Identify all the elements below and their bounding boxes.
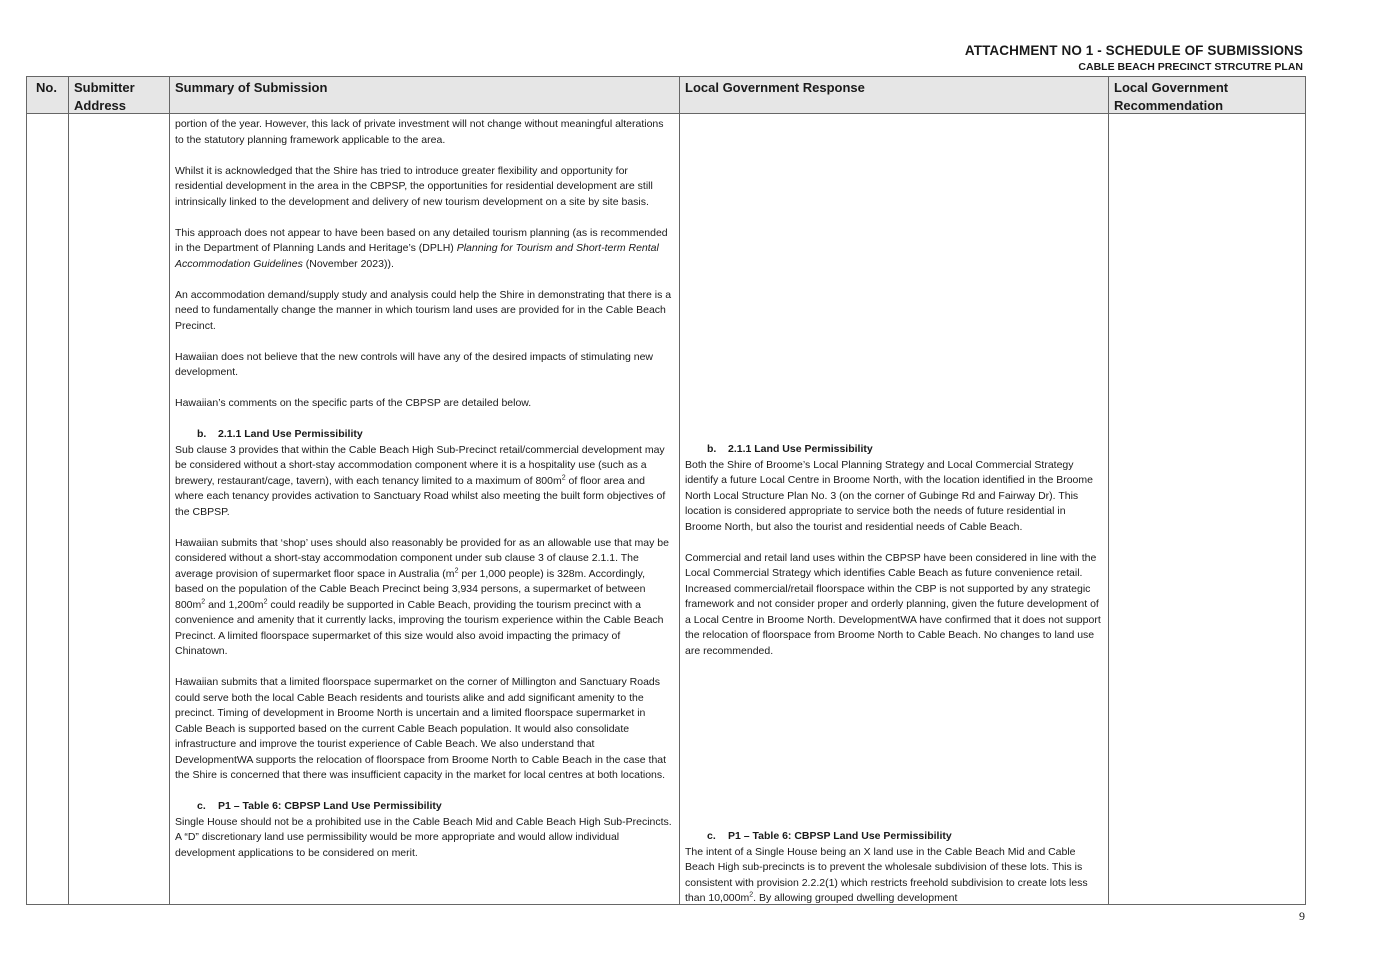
summary-section-heading-c: c. P1 – Table 6: CBPSP Land Use Permissibility (197, 800, 442, 812)
summary-paragraph: Hawaiian’s comments on the specific parts of the CBPSP are detailed below. (175, 397, 532, 409)
column-divider (68, 77, 69, 904)
header-submitter: Submitter (74, 80, 135, 95)
summary-paragraph: Hawaiian submits that a limited floorspace supermarket on the corner of Millington and Sanctuary Roads could serve both the local Cable Beach residents and tourists alike and add significant amenity to the precinct. Timing of development in Broome North is uncertain and a limited floorspace supermarket in Cable Beach is supported based on the current Cable Beach population. It would also consolidate infrastructure and improve the tourist experience of Cable Beach. We also understand that DevelopmentWA supports the relocation of floorspace from Broome North to Cable Beach in the case that the Shire is concerned that there was insufficient capacity in the market for local centres at both locations. (175, 676, 667, 781)
summary-paragraph: This approach does not appear to have been based on any detailed tourism planning (as is recommended in the Department of Planning Lands and Heritage’s (DPLH) Planning for Tourism and Short-term Rental Accommodation Guidelines (November 2023)). (175, 226, 668, 270)
header-recommendation (1114, 79, 1228, 115)
header-recommendation-line2: Recommendation (1114, 98, 1224, 113)
header-address: Address (74, 98, 127, 113)
summary-section-heading-b: b. 2.1.1 Land Use Permissibility (197, 428, 363, 440)
response-paragraph: The intent of a Single House being an X land use in the Cable Beach Mid and Cable Beach High sub-precincts is to prevent the wholesale subdivision of these lots. This is consistent with provision 2.2.2(1) which restricts freehold subdivision to create lots less than $10,000m^2$. By allowing grouped dwelling development (685, 845, 1088, 904)
summary-column (175, 117, 675, 877)
response-block-c (685, 829, 1101, 922)
response-paragraph: Both the Shire of Broome’s Local Planning Strategy and Local Commercial Strategy identify a future Local Centre in Broome North, with the location identified in the Broome North Local Structure Plan No. 3 (on the corner of Gubinge Rd and Fairway Dr). This location is considered appropriate to service both the needs of future residential in Broome North, but also the tourist and residential needs of Cable Beach. (685, 458, 1093, 533)
column-divider (679, 77, 680, 904)
header-response: Local Government Response (685, 80, 865, 95)
summary-paragraph: Single House should not be a prohibited use in the Cable Beach Mid and Cable Beach High Sub-Precincts. A “D” discretionary land use permissibility would be more appropriate and would allow individual development applications to be considered on merit. (175, 815, 672, 859)
header-submitter-address (74, 79, 135, 115)
summary-paragraph: Hawaiian submits that ‘shop’ uses should also reasonably be provided for as an allowable use that may be considered without a short-stay accommodation component under sub clause 3 of clause 2.1.1. The average provision of supermarket floor space in Australia ($m^2$ per 1,000 people) is 328m. Accordingly, based on the population of the Cable Beach Precinct being 3,934 persons, a supermarket of between $800m^2$ and $1,200m^2$ could readily be supported in Cable Beach, providing the tourism precinct with a convenience and amenity that it currently lacks, improving the tourism experience within the Cable Beach Precinct. A limited floorspace supermarket of this size would also avoid impacting the primacy of Chinatown. (175, 536, 669, 657)
column-divider (1108, 77, 1109, 904)
summary-paragraph: Hawaiian does not believe that the new controls will have any of the desired impacts of stimulating new development. (175, 350, 654, 378)
response-section-heading-b: b. 2.1.1 Land Use Permissibility (707, 443, 873, 455)
attachment-title: ATTACHMENT NO 1 - SCHEDULE OF SUBMISSIONS (964, 43, 1303, 58)
response-paragraph: Commercial and retail land uses within the CBPSP have been considered in line with the Local Commercial Strategy which identifies Cable Beach as future convenience retail. Increased commercial/retail floorspace within the CBP is not supported by any strategic framework and not consider proper and orderly planning, given the future development of a Local Centre in Broome North. DevelopmentWA have confirmed that it does not support the relocation of floorspace from Broome North to Cable Beach. No changes to land use are recommended. (685, 551, 1101, 657)
header-recommendation-line1: Local Government (1114, 80, 1229, 95)
page-number: 9 (1299, 909, 1305, 923)
response-block-b (685, 442, 1101, 675)
header-summary: Summary of Submission (175, 80, 328, 95)
guideline-title: Planning for Tourism and Short-term Rental Accommodation Guidelines (175, 242, 659, 270)
summary-paragraph: Whilst it is acknowledged that the Shire has tried to introduce greater flexibility and opportunity for residential development in the area in the CBPSP, the opportunities for residential development are still intrinsically linked to the development and delivery of new tourism development on a site by site basis. (175, 164, 653, 208)
response-section-heading-c: c. P1 – Table 6: CBPSP Land Use Permissibility (707, 830, 952, 842)
summary-paragraph: An accommodation demand/supply study and analysis could help the Shire in demonstrating that there is a need to fundamentally change the manner in which tourism land uses are provided for in the Cable Beach Precinct. (175, 288, 672, 332)
summary-paragraph: portion of the year. However, this lack of private investment will not change without meaningful alterations to the statutory planning framework applicable to the area. (175, 118, 664, 146)
summary-paragraph: Sub clause 3 provides that within the Cable Beach High Sub-Precinct retail/commercial development may be considered without a short-stay accommodation component where it is a hospitality use (such as a brewery, restaurant/cage, tavern), with each tenancy limited to a maximum of $800m^2$ of floor area and where each tenancy provides activation to Sanctuary Road whilst also meeting the built form objectives of the CBPSP. (175, 443, 666, 518)
column-divider (169, 77, 170, 904)
header-no: No. (36, 80, 57, 95)
submissions-table (26, 76, 1306, 905)
plan-subtitle: CABLE BEACH PRECINCT STRCUTRE PLAN (1078, 61, 1303, 73)
